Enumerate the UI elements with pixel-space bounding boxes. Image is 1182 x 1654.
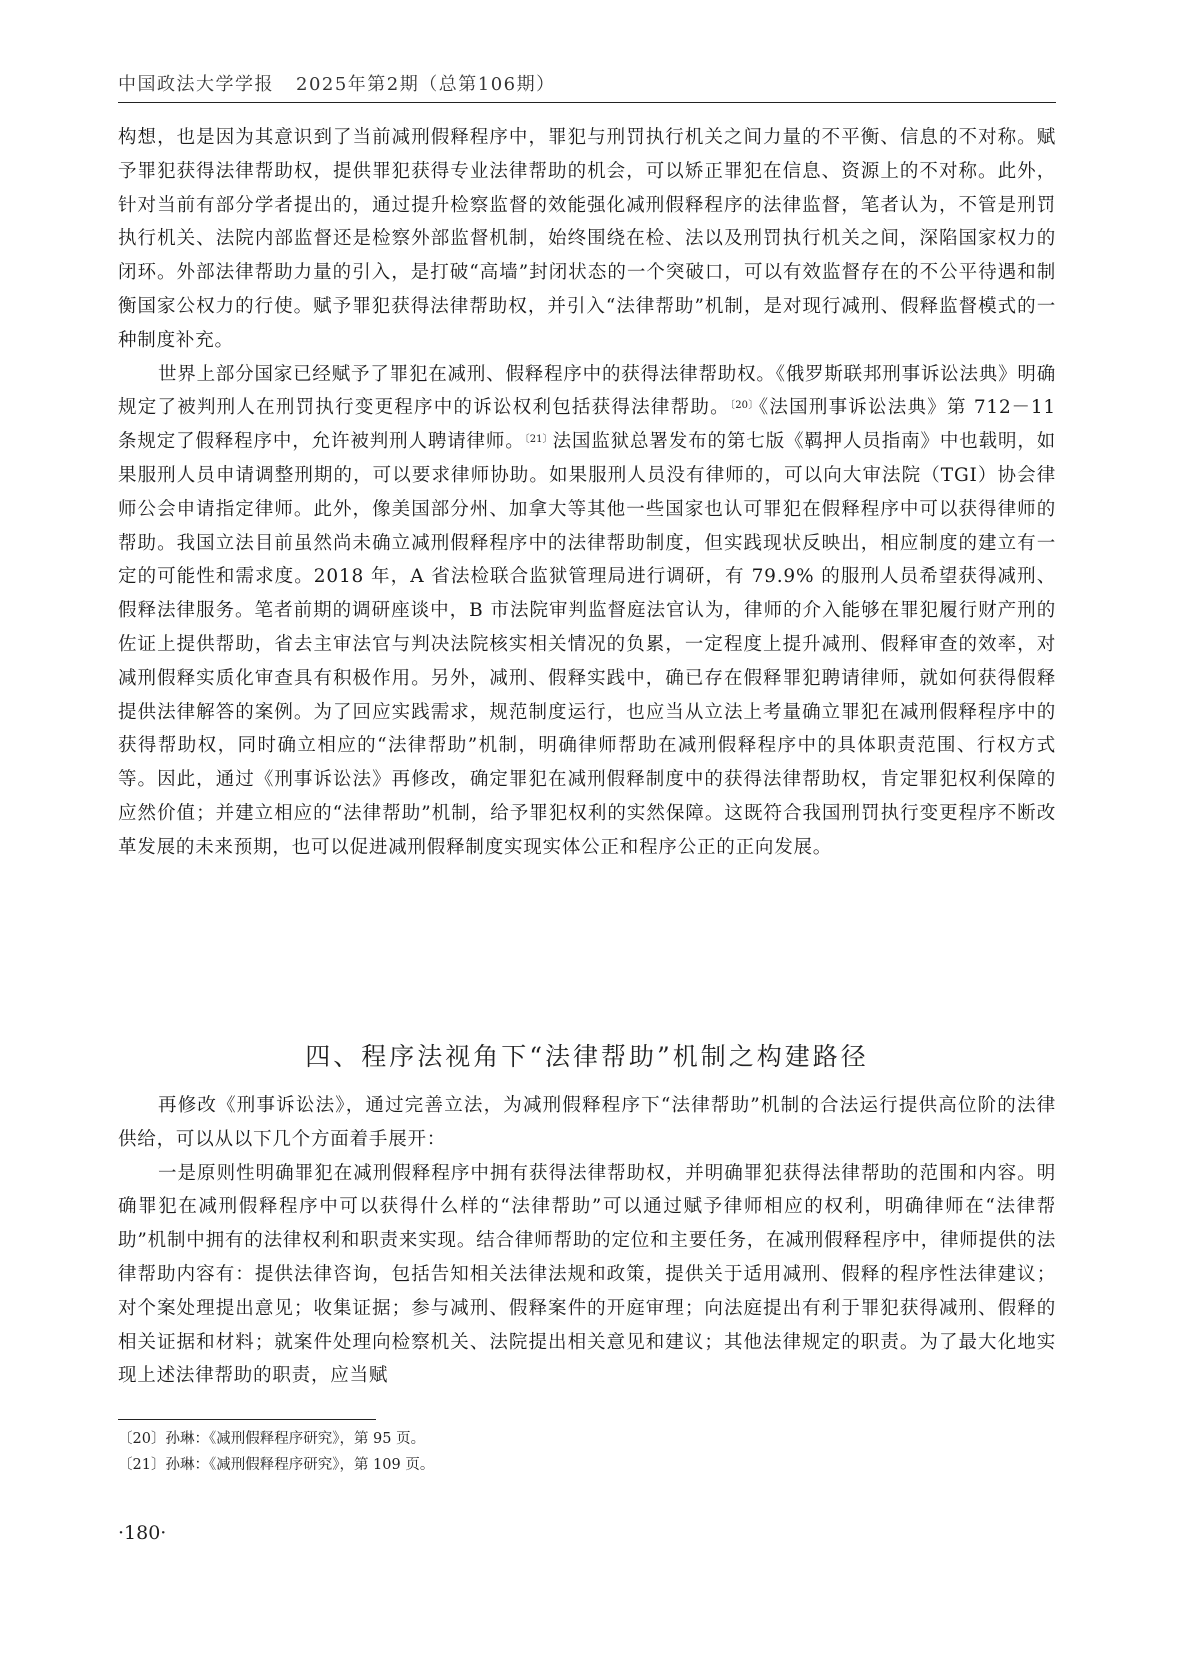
footnote-rule [118,1419,376,1420]
footnote-marker[interactable]: 〔21〕 [524,434,553,446]
paragraph-text: 世界上部分国家已经赋予了罪犯在减刑、假释程序中的获得法律帮助权。《俄罗斯联邦刑事诉讼法典》明确规定了被判刑人在刑罚执行变更程序中的诉讼权利包括获得法律帮助。 [118,363,1056,419]
footnotes [118,1426,1056,1478]
section-title: 四、程序法视角下“法律帮助”机制之构建路径 [305,1042,869,1071]
paragraph-text: 一是原则性明确罪犯在减刑假释程序中拥有获得法律帮助权，并明确罪犯获得法律帮助的范围和内容。明确罪犯在减刑假释程序中可以获得什么样的“法律帮助”可以通过赋予律师相应的权利，明确律师在“法律帮助”机制中拥有的法律权利和职责来实现。结合律师帮助的定位和主要任务，在减刑假释程序中，律师提供的法律帮助内容有：提供法律咨询，包括告知相关法律法规和政策，提供关于适用减刑、假释的程序性法律建议；对个案处理提出意见；收集证据；参与减刑、假释案件的开庭审理；向法庭提出有利于罪犯获得减刑、假释的相关证据和材料；就案件处理向检察机关、法院提出相关意见和建议；其他法律规定的职责。为了最大化地实现上述法律帮助的职责，应当赋 [118,1162,1056,1387]
paragraph-text: 再修改《刑事诉讼法》，通过完善立法，为减刑假释程序下“法律帮助”机制的合法运行提供高位阶的法律供给，可以从以下几个方面着手展开： [118,1095,1056,1150]
running-header [118,70,1056,96]
body-text [118,121,1056,865]
paragraph-text: 《法国刑事诉讼法典》第 712－11 条规定了假释程序中，允许被判刑人聘请律师。 [118,397,1056,453]
paragraph [118,358,1056,865]
paragraph-text: 法国监狱总署发布的第七版《羁押人员指南》中也载明，如果服刑人员申请调整刑期的，可以要求律师协助。如果服刑人员没有律师的，可以向大审法院（TGI）协会律师公会申请指定律师。此外，像美国部分州、加拿大等其他一些国家也认可罪犯在假释程序中可以获得律师的帮助。我国立法目前虽然尚未确立减刑假释程序中的法律帮助制度，但实践现状反映出，相应制度的建立有一定的可能性和需求度。2018 年，A 省法检联合监狱管理局进行调研，有 79.9% 的服刑人员希望获得减刑、假释法律服务。笔者前期的调研座谈中，B 市法院审判监督庭法官认为，律师的介入能够在罪犯履行财产刑的佐证上提供帮助，省去主审法官与判决法院核实相关情况的负累，一定程度上提升减刑、假释审查的效率，对减刑假释实质化审查具有积极作用。另外，减刑、假释实践中，确已存在假释罪犯聘请律师，就如何获得假释提供法律解答的案例。为了回应实践需求，规范制度运行，也应当从立法上考量确立罪犯在减刑假释程序中的获得帮助权，同时确立相应的“法律帮助”机制，明确律师帮助在减刑假释程序中的具体职责范围、行权方式等。因此，通过《刑事诉讼法》再修改，确定罪犯在减刑假释制度中的获得法律帮助权，肯定罪犯权利保障的应然价值；并建立相应的“法律帮助”机制，给予罪犯权利的实然保障。这既符合我国刑罚执行变更程序不断改革发展的未来预期，也可以促进减刑假释制度实现实体公正和程序公正的正向发展。 [118,431,1056,858]
paragraph [118,121,1056,358]
paragraph [118,1089,1056,1157]
page-number: ·180· [118,1522,167,1544]
paragraph-text: 构想，也是因为其意识到了当前减刑假释程序中，罪犯与刑罚执行机关之间力量的不平衡、信息的不对称。赋予罪犯获得法律帮助权，提供罪犯获得专业法律帮助的机会，可以矫正罪犯在信息、资源上的不对称。此外，针对当前有部分学者提出的，通过提升检察监督的效能强化减刑假释程序的法律监督，笔者认为，不管是刑罚执行机关、法院内部监督还是检察外部监督机制，始终围绕在检、法以及刑罚执行机关之间，深陷国家权力的闭环。外部法律帮助力量的引入，是打破“高墙”封闭状态的一个突破口，可以有效监督存在的不公平待遇和制衡国家公权力的行使。赋予罪犯获得法律帮助权，并引入“法律帮助”机制，是对现行减刑、假释监督模式的一种制度补充。 [118,127,1056,351]
body-text-section-four [118,1089,1056,1393]
footnote-21: 〔21〕孙琳：《减刑假释程序研究》，第 109 页。 [118,1457,435,1473]
journal-name: 中国政法大学学报 [118,74,274,95]
footnote-20: 〔20〕孙琳：《减刑假释程序研究》，第 95 页。 [118,1431,426,1447]
paragraph [118,1157,1056,1394]
footnote-marker[interactable]: 〔20〕 [729,400,759,412]
issue-info: 2025年第2期（总第106期） [296,74,556,95]
header-rule [118,102,1056,103]
